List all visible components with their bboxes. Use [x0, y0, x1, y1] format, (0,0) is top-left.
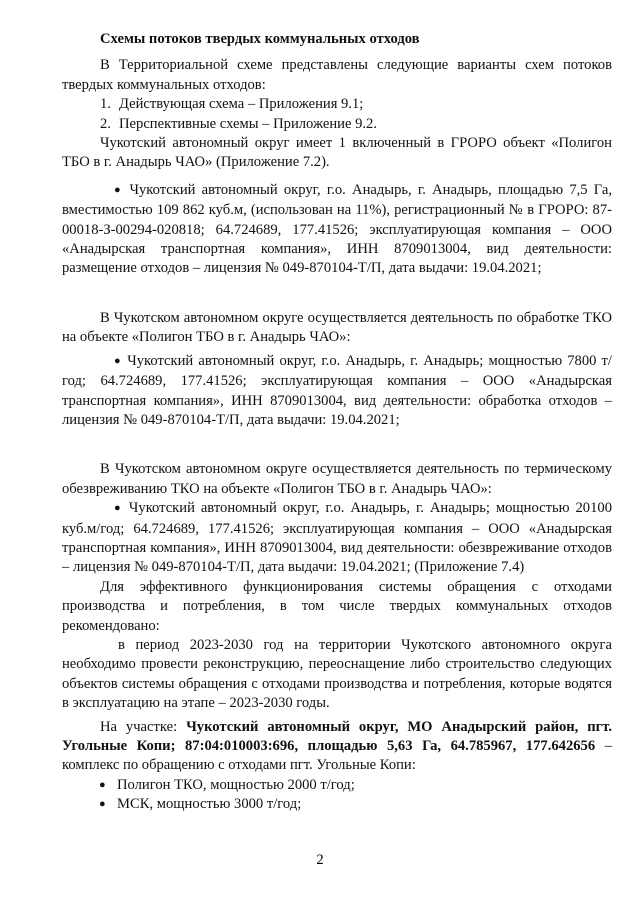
thermal-paragraph: В Чукотском автономном округе осуществляется деятельность по термическому обезвреживанию ТКО на объекте «Полигон ТБО в г. Анадырь ЧАО»:	[62, 461, 612, 497]
scheme-item-text: Действующая схема – Приложения 9.1;	[119, 96, 364, 113]
facility-text: Полигон ТКО, мощностью 2000 т/год;	[117, 776, 355, 793]
scheme-item-number: 1.	[100, 96, 111, 113]
site-suffix: – комплекс по обращению с отходами пгт. Угольные Копи:	[62, 738, 612, 774]
section-title: Схемы потоков твердых коммунальных отходов	[100, 31, 420, 47]
bullet-icon: ●	[114, 183, 124, 196]
groro-paragraph: Чукотский автономный округ имеет 1 включенный в ГРОРО объект «Полигон ТБО в г. Анадырь ЧАО» (Приложение 7.2).	[62, 135, 612, 171]
list-item	[62, 776, 612, 795]
bullet-icon: ●	[114, 502, 123, 515]
object-2-paragraph	[62, 352, 612, 431]
recommend-paragraph: Для эффективного функционирования системы обращения с отходами производства и потребления, в том числе твердых коммунальных отходов рекомендовано:	[62, 578, 612, 634]
bullet-icon: ●	[114, 354, 123, 367]
scheme-item-number: 2.	[100, 115, 111, 132]
object-2-text: Чукотский автономный округ, г.о. Анадырь, г. Анадырь; мощностью 7800 т/год; 64.724689, 177.41526; эксплуатирующая компания – ООО «Анадырская транспортная компания», ИНН 8709013004, вид деятельности: обработка отходов – лицензия № 049-870104-Т/П, дата выдачи: 19.04.2021;	[62, 352, 612, 428]
intro-paragraph: В Территориальной схеме представлены следующие варианты схем потоков твердых коммунальных отходов:	[62, 57, 612, 93]
object-3-paragraph	[62, 499, 612, 578]
processing-paragraph: В Чукотском автономном округе осуществляется деятельность по обработке ТКО на объекте «Полигон ТБО в г. Анадырь ЧАО»:	[62, 309, 612, 346]
object-1-paragraph	[62, 181, 612, 279]
facility-list	[62, 776, 612, 815]
scheme-item-1	[62, 95, 612, 114]
list-item	[62, 795, 612, 814]
object-3-text: Чукотский автономный округ, г.о. Анадырь, г. Анадырь; мощностью 20100 куб.м/год; 64.724689, 177.41526; эксплуатирующая компания – ООО «Анадырская транспортная компания», ИНН 8709013004, вид деятельности: обезвреживание отходов – лицензия № 049-870104-Т/П, дата выдачи: 19.04.2021; (Приложение 7.4)	[62, 500, 612, 576]
object-1-text: Чукотский автономный округ, г.о. Анадырь, г. Анадырь, площадью 7,5 Га, вместимостью 109 862 куб.м, (использован на 11%), регистрационный № в ГРОРО: 87-00018-З-00294-020818; 64.724689, 177.41526; эксплуатирующая компания – ООО «Анадырская транспортная компания», ИНН 8709013004, вид деятельности: размещение отходов – лицензия № 049-870104-Т/П, дата выдачи: 19.04.2021;	[62, 181, 612, 277]
bullet-icon: ●	[99, 778, 106, 791]
bullet-icon: ●	[99, 798, 106, 811]
scheme-item-2	[62, 115, 612, 134]
site-location: Чукотский автономный округ, МО Анадырский район, пгт. Угольные Копи; 87:04:010003:696, площадью 5,63 Га, 64.785967, 177.642656	[62, 718, 612, 754]
page-number: 2	[316, 852, 324, 868]
facility-text: МСК, мощностью 3000 т/год;	[117, 796, 302, 813]
site-prefix: На участке:	[100, 718, 187, 735]
scheme-item-text: Перспективные схемы – Приложение 9.2.	[119, 115, 377, 132]
period-paragraph: в период 2023-2030 год на территории Чукотского автономного округа необходимо провести реконструкцию, переоснащение либо строительство следующих объектов системы обращения с отходами производства и потребления, которые водятся в эксплуатацию на этапе – 2023-2030 годы.	[62, 636, 612, 712]
site-paragraph	[62, 718, 612, 776]
